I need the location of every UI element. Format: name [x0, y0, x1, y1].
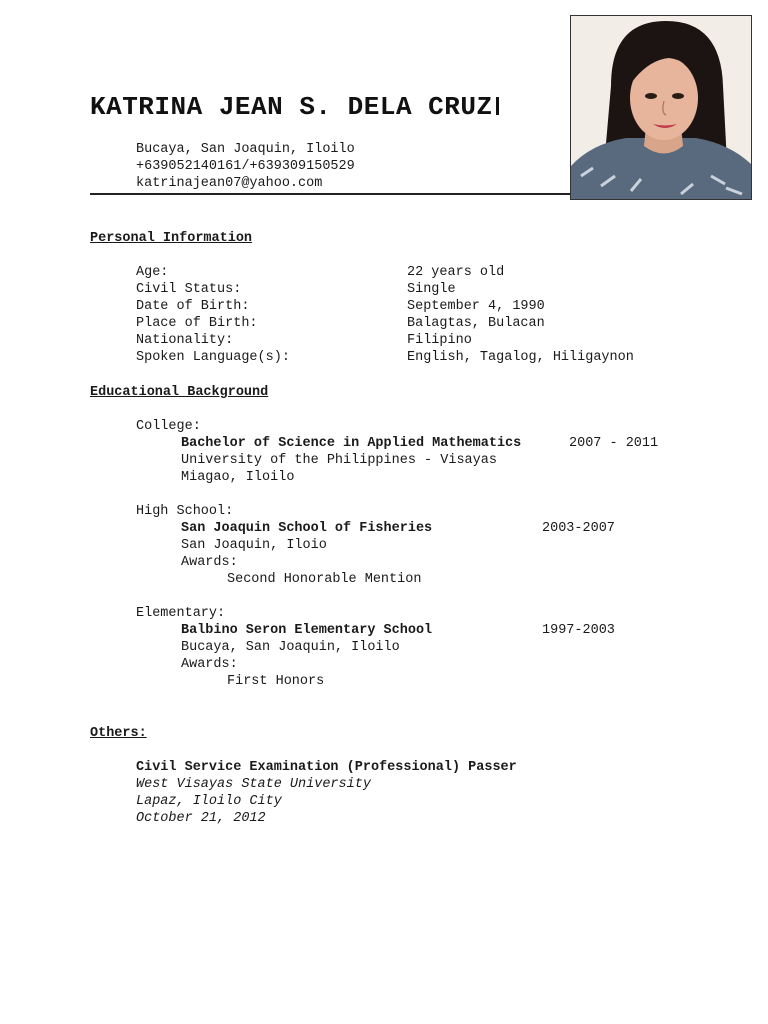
college-location: Miagao, Iloilo — [181, 470, 295, 485]
college-school: University of the Philippines - Visayas — [181, 453, 497, 468]
exam-venue: West Visayas State University — [136, 777, 371, 792]
highschool-school: San Joaquin School of Fisheries — [181, 521, 433, 536]
highschool-years: 2003-2007 — [542, 521, 615, 536]
college-label: College: — [136, 419, 201, 434]
text-cursor — [496, 97, 499, 115]
label-date-of-birth: Date of Birth: — [136, 299, 250, 314]
elementary-location: Bucaya, San Joaquin, Iloilo — [181, 640, 400, 655]
value-nationality: Filipino — [407, 333, 472, 348]
highschool-label: High School: — [136, 504, 234, 519]
elementary-years: 1997-2003 — [542, 623, 615, 638]
highschool-awards-label: Awards: — [181, 555, 238, 570]
elementary-award: First Honors — [227, 674, 325, 689]
label-nationality: Nationality: — [136, 333, 234, 348]
value-age: 22 years old — [407, 265, 505, 280]
applicant-name: KATRINA JEAN S. DELA CRUZ — [90, 92, 499, 122]
exam-title: Civil Service Examination (Professional) Passer — [136, 760, 517, 775]
label-spoken-languages: Spoken Language(s): — [136, 350, 290, 365]
value-date-of-birth: September 4, 1990 — [407, 299, 545, 314]
college-years: 2007 - 2011 — [569, 436, 659, 451]
email: katrinajean07@yahoo.com — [136, 176, 323, 191]
phone-numbers: +639052140161/+639309150529 — [136, 159, 355, 174]
value-civil-status: Single — [407, 282, 456, 297]
label-age: Age: — [136, 265, 169, 280]
value-spoken-languages: English, Tagalog, Hiligaynon — [407, 350, 634, 365]
elementary-awards-label: Awards: — [181, 657, 238, 672]
highschool-location: San Joaquin, Iloio — [181, 538, 327, 553]
section-heading-education: Educational Background — [90, 385, 269, 400]
elementary-school: Balbino Seron Elementary School — [181, 623, 433, 638]
exam-location: Lapaz, Iloilo City — [136, 794, 282, 809]
exam-date: October 21, 2012 — [136, 811, 266, 826]
header-divider — [90, 193, 570, 195]
value-place-of-birth: Balagtas, Bulacan — [407, 316, 545, 331]
profile-photo — [570, 15, 752, 200]
highschool-award: Second Honorable Mention — [227, 572, 422, 587]
college-degree: Bachelor of Science in Applied Mathematics — [181, 436, 522, 451]
label-place-of-birth: Place of Birth: — [136, 316, 258, 331]
section-heading-personal: Personal Information — [90, 231, 253, 246]
address: Bucaya, San Joaquin, Iloilo — [136, 142, 355, 157]
elementary-label: Elementary: — [136, 606, 226, 621]
label-civil-status: Civil Status: — [136, 282, 242, 297]
section-heading-others: Others: — [90, 726, 147, 741]
